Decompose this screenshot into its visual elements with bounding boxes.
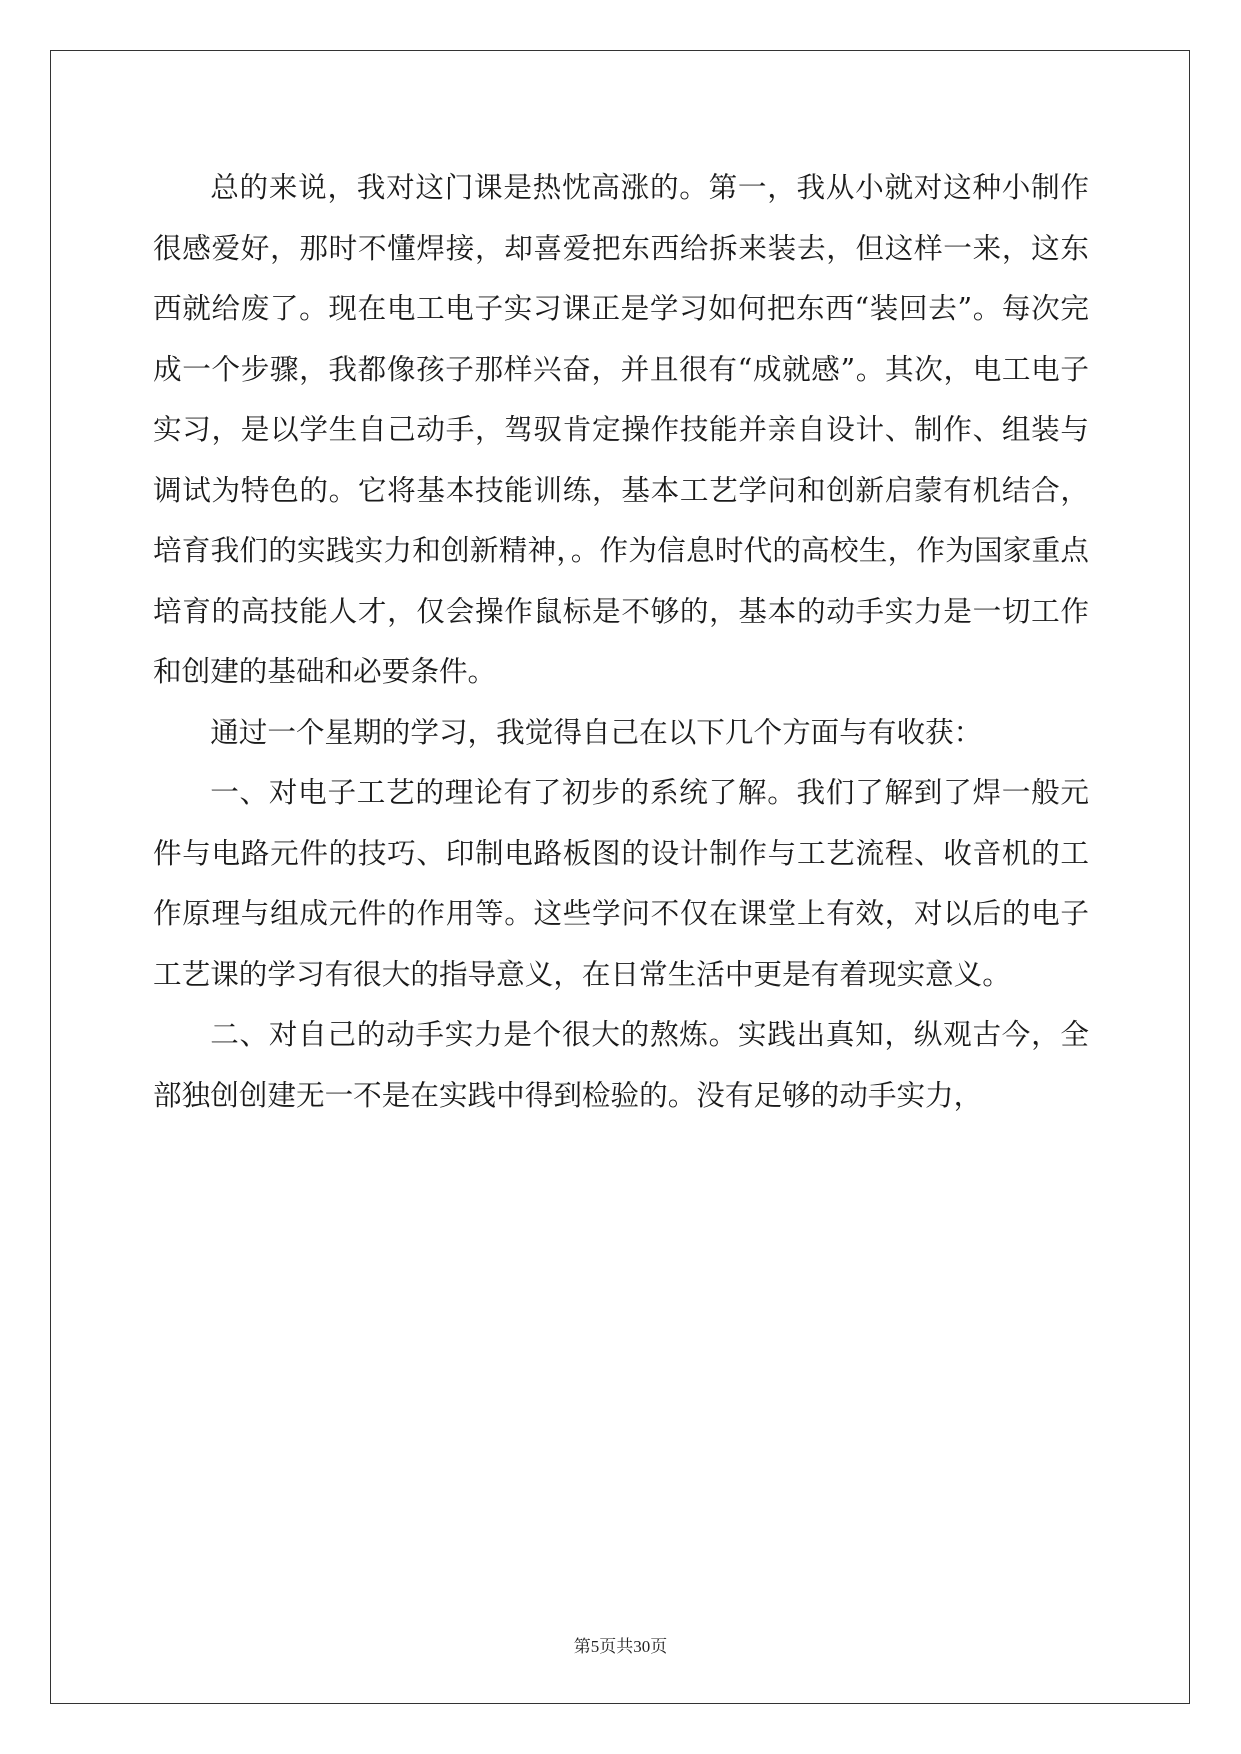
paragraph-2: 通过一个星期的学习，我觉得自己在以下几个方面与有收获： bbox=[210, 714, 983, 749]
paragraph-4: 二、对自己的动手实力是个很大的熬炼。实践出真知，纵观古今，全部独创创建无一不是在实践中得到检验的。没有足够的动手实力， bbox=[153, 1017, 1089, 1112]
page-number: 第5页 bbox=[573, 1637, 617, 1656]
paragraph-3: 一、对电子工艺的理论有了初步的系统了解。我们了解到了焊一般元件与电路元件的技巧、印制电路板图的设计制作与工艺流程、收音机的工作原理与组成元件的作用等。这些学问不仅在课堂上有效，对以后的电子工艺课的学习有很大的指导意义，在日常生活中更是有着现实意义。 bbox=[153, 775, 1089, 991]
page-footer bbox=[0, 1632, 1241, 1657]
paragraph-1: 总的来说，我对这门课是热忱高涨的。第一，我从小就对这种小制作很感爱好，那时不懂焊接，却喜爱把东西给拆来装去，但这样一来，这东西就给废了。现在电工电子实习课正是学习如何把东西“装回去”。每次完成一个步骤，我都像孩子那样兴奋，并且很有“成就感”。其次，电工电子实习，是以学生自己动手，驾驭肯定操作技能并亲自设计、制作、组装与调试为特色的。它将基本技能训练，基本工艺学问和创新启蒙有机结合，培育我们的实践实力和创新精神，。作为信息时代的高校生，作为国家重点培育的高技能人才，仅会操作鼠标是不够的，基本的动手实力是一切工作和创建的基础和必要条件。 bbox=[153, 170, 1089, 688]
document-body bbox=[153, 157, 1089, 1125]
page-total: 共30页 bbox=[616, 1637, 668, 1656]
